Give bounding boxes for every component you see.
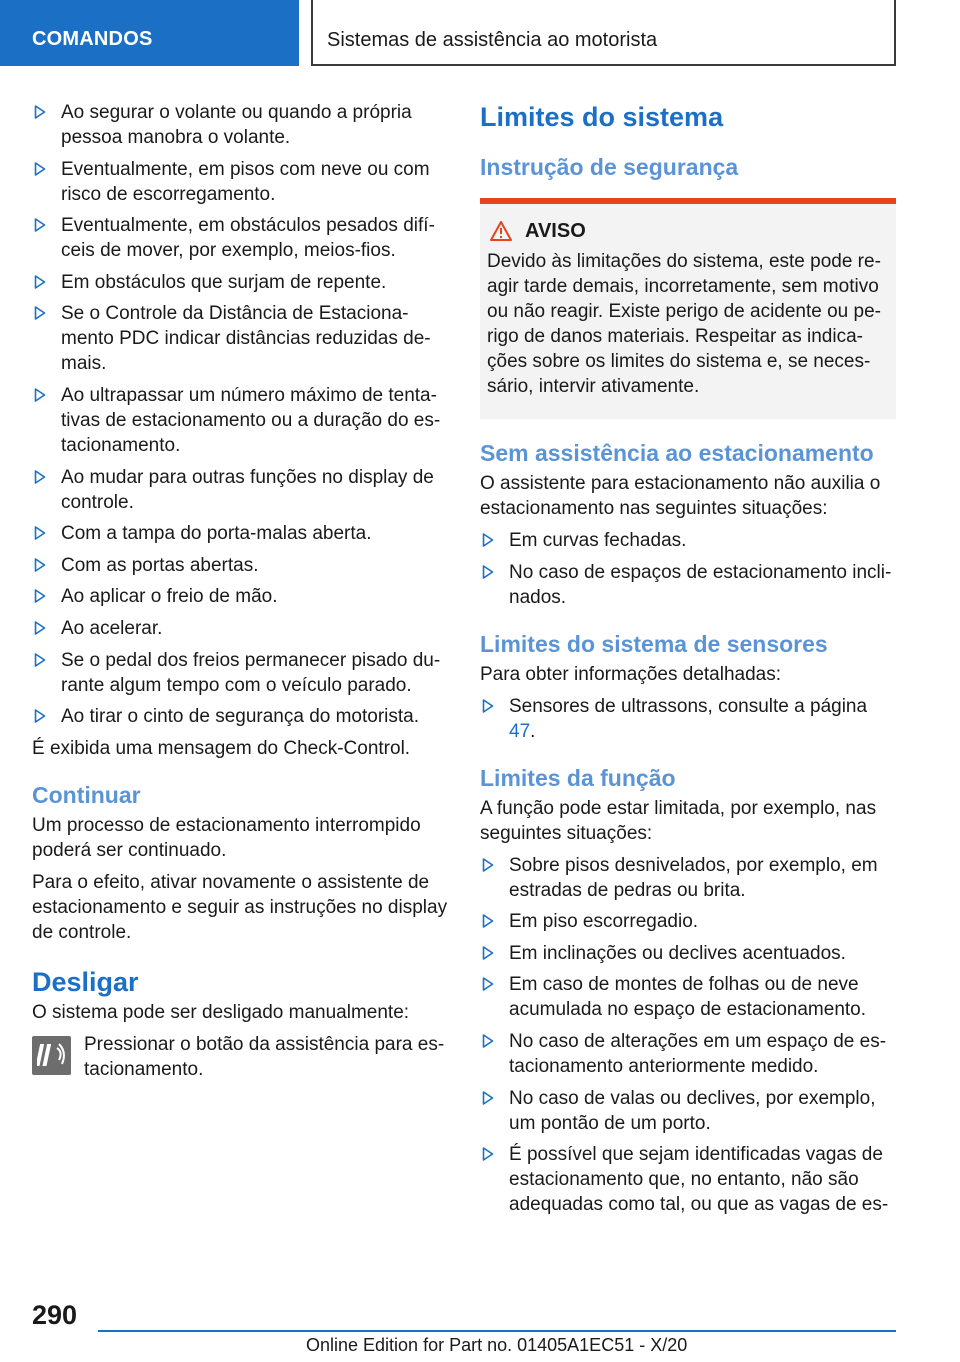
bullet-triangle-icon xyxy=(482,945,494,961)
continuar-heading: Continuar xyxy=(32,781,141,808)
sensor-limits-intro: Para obter informações detalhadas: xyxy=(480,663,782,685)
bullet-triangle-icon xyxy=(34,708,46,724)
footer-divider xyxy=(98,1330,896,1332)
list-item: Sobre pisos desnivelados, por exemplo, em estradas de pedras ou brita. xyxy=(480,853,896,903)
list-item: É possível que sejam identificadas vagas de estacionamento que, no entanto, não são adequadas como tal, ou que as vagas de es- xyxy=(480,1142,896,1217)
function-limits-heading: Limites da função xyxy=(480,764,676,791)
list-item: Se o Controle da Distância de Estacionamento PDC indicar distâncias reduzidas demais. xyxy=(32,301,450,376)
list-item: Com a tampa do porta-malas aberta. xyxy=(32,521,450,546)
list-item: Em caso de montes de folhas ou de neve acumulada no espaço de estacionamento. xyxy=(480,972,896,1022)
bullet-triangle-icon xyxy=(34,274,46,290)
list-item: Em inclinações ou declives acentuados. xyxy=(480,941,896,966)
bullet-triangle-icon xyxy=(34,217,46,233)
sensor-limits-heading: Limites do sistema de sensores xyxy=(480,630,828,657)
desligar-heading: Desligar xyxy=(32,966,139,997)
bullet-triangle-icon xyxy=(482,698,494,714)
continuar-paragraph-1: Um processo de estacionamento interrompido poderá ser continuado. xyxy=(32,814,421,861)
function-limits-list xyxy=(480,853,896,1218)
bullet-triangle-icon xyxy=(34,557,46,573)
list-item: Em piso escorregadio. xyxy=(480,909,896,934)
bullet-triangle-icon xyxy=(482,564,494,580)
list-item: Ao segurar o volante ou quando a própria pessoa manobra o volante. xyxy=(32,100,450,150)
page-number: 290 xyxy=(32,1300,78,1330)
list-item: Ao ultrapassar um número máximo de tentativas de estacionamento ou a duração do estacionamento. xyxy=(32,383,450,458)
bullet-triangle-icon xyxy=(34,161,46,177)
warning-box xyxy=(480,198,896,419)
right-column xyxy=(480,100,896,1224)
bullet-triangle-icon xyxy=(482,1090,494,1106)
list-item: No caso de espaços de estacionamento inclinados. xyxy=(480,560,896,610)
section-tab xyxy=(0,0,299,66)
list-item: Se o pedal dos freios permanecer pisado durante algum tempo com o veículo parado. xyxy=(32,648,450,698)
list-item: Ao mudar para outras funções no display de controle. xyxy=(32,465,450,515)
park-assist-button-text: Pressionar o botão da assistência para estacionamento. xyxy=(84,1033,445,1080)
desligar-paragraph: O sistema pode ser desligado manualmente: xyxy=(32,1001,410,1023)
bullet-triangle-icon xyxy=(34,104,46,120)
list-item: Sensores de ultrassons, consulte a página 47. xyxy=(480,694,896,744)
sem-assist-intro: O assistente para estacionamento não auxilia o estacionamento nas seguintes situações: xyxy=(480,473,881,519)
bullet-triangle-icon xyxy=(482,1033,494,1049)
list-item: Ao aplicar o freio de mão. xyxy=(32,584,450,609)
bullet-triangle-icon xyxy=(34,305,46,321)
section-title: COMANDOS xyxy=(32,28,153,50)
system-limits-heading: Limites do sistema xyxy=(480,102,724,132)
sem-assist-heading: Sem assistência ao estacionamento xyxy=(480,440,874,466)
bullet-triangle-icon xyxy=(34,588,46,604)
park-assist-button-instruction xyxy=(32,1032,450,1082)
bullet-triangle-icon xyxy=(482,857,494,873)
bullet-triangle-icon xyxy=(34,652,46,668)
list-item: Ao tirar o cinto de segurança do motorista. xyxy=(32,704,450,729)
function-limits-intro: A função pode estar limitada, por exemplo, nas seguintes situações: xyxy=(480,797,877,844)
chapter-title: Sistemas de assistência ao motorista xyxy=(327,29,658,51)
list-item: Em curvas fechadas. xyxy=(480,528,896,553)
bullet-triangle-icon xyxy=(482,532,494,548)
left-column xyxy=(32,100,450,1082)
bullet-triangle-icon xyxy=(34,620,46,636)
list-item: No caso de alterações em um espaço de estacionamento anteriormente medido. xyxy=(480,1029,896,1079)
bullet-triangle-icon xyxy=(482,976,494,992)
check-control-note: É exibida uma mensagem do Check-Control. xyxy=(32,737,411,759)
continuar-paragraph-2: Para o efeito, ativar novamente o assistente de estacionamento e seguir as instruções no display de controle. xyxy=(32,871,448,943)
list-item: No caso de valas ou declives, por exemplo, um pontão de um porto. xyxy=(480,1086,896,1136)
park-assist-button-icon xyxy=(32,1036,71,1075)
list-item: Eventualmente, em obstáculos pesados difíceis de mover, por exemplo, meios-fios. xyxy=(32,213,450,263)
bullet-triangle-icon xyxy=(482,1146,494,1162)
warning-triangle-icon xyxy=(490,221,512,241)
bullet-triangle-icon xyxy=(34,387,46,403)
warning-text: Devido às limitações do sistema, este pode reagir tarde demais, incorretamente, sem motivo ou não reagir. Existe perigo de acidente ou perigo de danos materiais. Respeitar as indicações sobre os limites do sistema e, se necessário, intervir ativamente. xyxy=(487,251,881,397)
bullet-triangle-icon xyxy=(34,469,46,485)
page-reference-link[interactable]: 47 xyxy=(509,720,531,742)
sensor-limits-list xyxy=(480,694,896,744)
warning-title xyxy=(487,218,888,244)
warning-label: AVISO xyxy=(525,220,586,242)
list-item: Ao acelerar. xyxy=(32,616,450,641)
sem-assist-list xyxy=(480,528,896,610)
safety-instruction-heading: Instrução de segurança xyxy=(480,154,739,180)
list-item: Eventualmente, em pisos com neve ou com risco de escorregamento. xyxy=(32,157,450,207)
bullet-triangle-icon xyxy=(34,525,46,541)
deactivation-conditions-list xyxy=(32,100,450,729)
list-item: Em obstáculos que surjam de repente. xyxy=(32,270,450,295)
chapter-header xyxy=(311,0,896,66)
edition-footer: Online Edition for Part no. 01405A1EC51 - X/20 xyxy=(306,1335,688,1355)
bullet-triangle-icon xyxy=(482,913,494,929)
list-item: Com as portas abertas. xyxy=(32,553,450,578)
